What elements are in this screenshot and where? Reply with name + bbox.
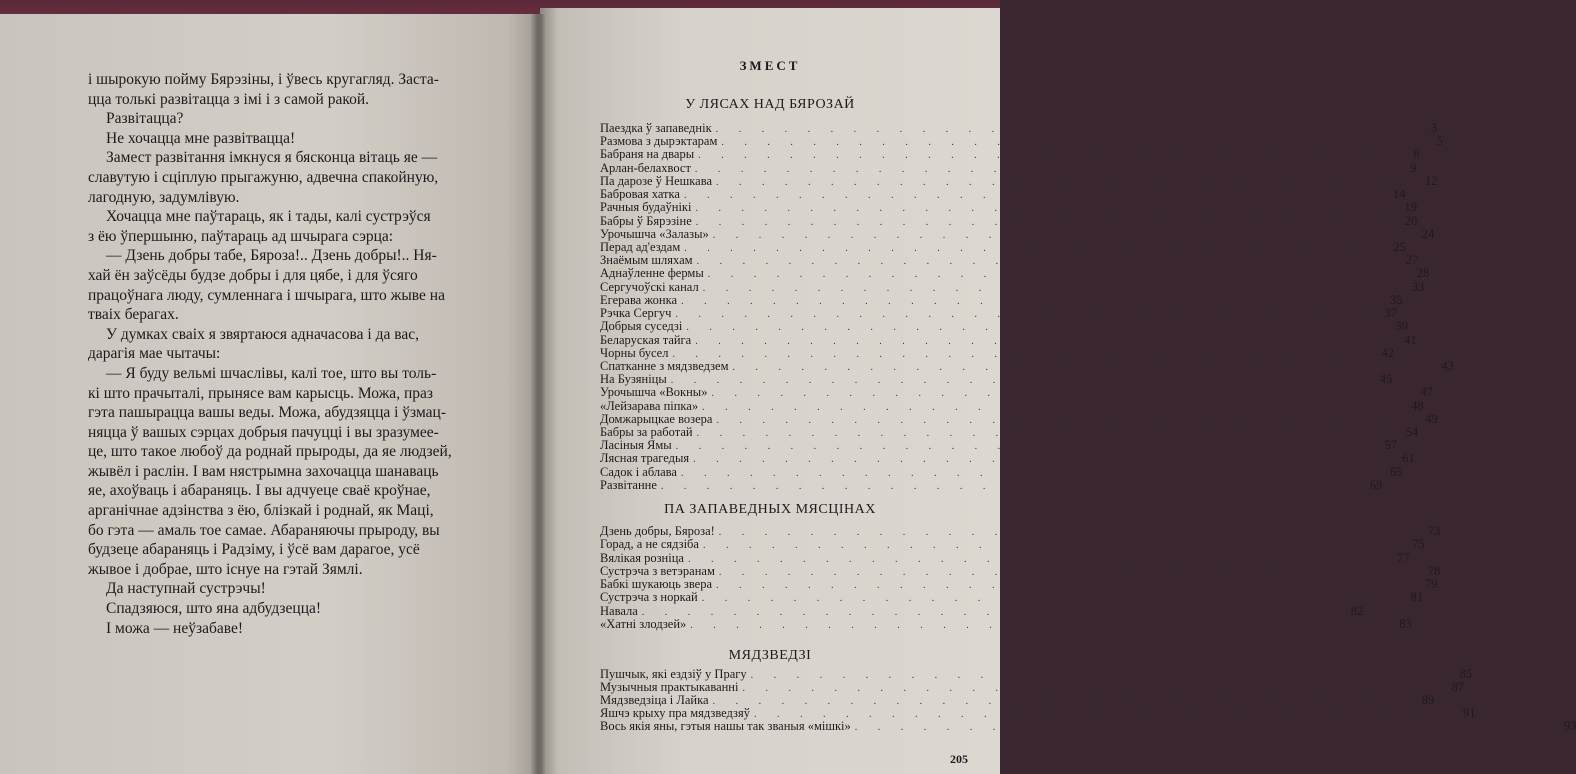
body-line: арганічнае адзінства з ёю, блізкай і роднай, як Маці,	[88, 502, 434, 520]
toc-entry-title: Дзень добры, Бяроза!	[600, 524, 715, 538]
dot-leader: . . . . . . . . . . . . . . . . . . . . . . . . . . . . . . .	[641, 606, 1344, 618]
dot-leader: . . . . . . . . . . . . . . . . . . . . . . . . . . . . . . .	[670, 375, 1373, 387]
toc-entry-page: 47	[1420, 385, 1433, 400]
dot-leader: . . . . . . . . . . . . . . . . . . . . . . . . . . . . . . .	[712, 229, 1415, 241]
toc-entry-title: Мядзведзіца і Лайка	[600, 693, 709, 708]
body-line: лагодную, задумлівую.	[88, 188, 240, 206]
toc-entry	[600, 226, 1435, 241]
toc-entry-page: 45	[1379, 372, 1393, 387]
toc-entry-page: 43	[1441, 358, 1454, 373]
toc-entry-title: Лясная трагедыя	[600, 451, 690, 466]
toc-entry-page: 25	[1393, 239, 1406, 254]
toc-section-title: МЯДЗВЕДЗІ	[728, 648, 812, 663]
toc-entry-page: 9	[1410, 160, 1417, 175]
toc-entry-page: 91	[1463, 706, 1476, 721]
dot-leader: . . . . . . . . . . . . . . . . . . . . . . . . . . . . . . .	[716, 580, 1418, 592]
toc-entry-title: Вялікая розніца	[600, 550, 684, 565]
toc-entry-page: 28	[1416, 266, 1430, 281]
dot-leader: . . . . . . . . . . . . . . . . . . . . . . . . . . . . . . .	[660, 480, 1363, 492]
dot-leader: . . . . . . . . . . . . . . . . . . . . . . . . . . . . . . .	[732, 361, 1434, 373]
toc-entry	[600, 332, 1417, 347]
toc-entry-page: 54	[1405, 425, 1419, 440]
toc-entry	[600, 563, 1441, 578]
body-line: — Дзень добры табе, Бяроза!.. Дзень добры!.. Ня-	[106, 247, 437, 265]
toc-entry-title: Урочышча «Залазы»	[600, 226, 709, 241]
toc-entry-title: «Хатні злодзей»	[600, 617, 687, 632]
toc-entry-page: 20	[1404, 213, 1418, 228]
toc-entry-page: 5	[1436, 134, 1443, 149]
dot-leader: . . . . . . . . . . . . . . . . . . . . . . . . . . . . . . .	[707, 269, 1410, 281]
toc-entry-title: Размова з дырэктарам	[600, 134, 718, 149]
toc-entry	[600, 385, 1433, 400]
toc-entry-title: Сустрэча з норкай	[600, 590, 698, 605]
toc-entry	[600, 719, 1576, 734]
toc-entry-title: Знаёмым шляхам	[600, 253, 693, 268]
toc-entry-title: Бабраня на двары	[600, 147, 695, 162]
toc-entry	[600, 266, 1430, 281]
toc-entry-title: Арлан-белахвост	[600, 160, 691, 175]
toc-entry-page: 49	[1425, 411, 1438, 426]
toc-entry	[600, 319, 1408, 334]
toc-section-list	[600, 524, 1441, 632]
dot-leader: . . . . . . . . . . . . . . . . . . . . . . . . . . . . . . .	[716, 176, 1418, 188]
toc-entry-title: Бабкі шукаюць звера	[600, 577, 713, 592]
dot-leader: . . . . . . . . . . . . . . . . . . . . . . . . . . . . . . .	[702, 401, 1404, 413]
toc-entry-title: Пушчык, які ездзіў у Прагу	[600, 667, 747, 681]
toc-entry-page: 87	[1451, 680, 1464, 695]
toc-entry-title: Рачныя будаўнікі	[600, 200, 692, 215]
toc-entry	[600, 524, 1441, 538]
toc-entry-title: Паездка ў запаведнік	[600, 121, 712, 135]
toc-entry-page: 73	[1427, 524, 1441, 538]
toc-entry-page: 33	[1411, 279, 1425, 294]
dot-leader: . . . . . . . . . . . . . . . . . . . . . . . . . . . . . . .	[681, 295, 1383, 307]
dot-leader: . . . . . . . . . . . . . . . . . . . . . . . . . . . . . . .	[687, 553, 1390, 565]
toc-entry	[600, 345, 1394, 360]
body-line: хай ён заўсёды будзе добры і для цябе, і для ўсяго	[88, 266, 418, 284]
toc-entry-page: 37	[1384, 306, 1397, 321]
body-line: Да наступнай сустрэчы!	[106, 580, 266, 598]
dot-leader: . . . . . . . . . . . . . . . . . . . . . . . . . . . . . . .	[715, 124, 1418, 135]
dot-leader: . . . . . . . . . . . . . . . . . . . . . . . . . . . . . . .	[698, 150, 1400, 162]
dot-leader: . . . . . . . . . . . . . . . . . . . . . . . . . . . . . . .	[695, 335, 1397, 347]
toc-entry-page: 65	[1389, 464, 1403, 479]
body-line: будзеце абараняць і Радзіму, і ўсё вам дарагое, усё	[88, 541, 420, 559]
body-line: яе, ахоўваць і абараняць. І вы адчуеце сваё кроўнае,	[88, 482, 431, 500]
dot-leader: . . . . . . . . . . . . . . . . . . . . . . . . . . . . . . .	[696, 256, 1399, 268]
toc-entry-page: 61	[1402, 451, 1415, 466]
dot-leader: . . . . . . . . . . . . . . . . . . . . . . . . . . . . . . .	[701, 593, 1404, 605]
dot-leader: . . . . . . . . . . . . . . . . . . . . . . . . . . . . . . .	[695, 216, 1398, 228]
toc-entry-title: Домжарыцкае возера	[600, 411, 713, 426]
toc-entry-page: 27	[1405, 253, 1419, 268]
page-number: 205	[950, 752, 968, 766]
toc-entry-page: 79	[1425, 577, 1438, 592]
dot-leader: . . . . . . . . . . . . . . . . . . . . . . . . . . . . . . .	[750, 670, 1453, 681]
toc-entry-page: 93	[1563, 719, 1576, 734]
toc-entry-title: Аднаўленне фермы	[600, 266, 704, 281]
toc-entry-title: Ласіныя Ямы	[600, 438, 672, 453]
toc-entry-title: На Бузяніцы	[600, 372, 667, 387]
toc-entry	[600, 550, 1410, 565]
toc-entry	[600, 537, 1425, 552]
toc-entry-title: Сустрэча з ветэранам	[600, 563, 715, 578]
toc-entry-page: 3	[1430, 121, 1438, 135]
toc-entry-title: Па дарозе ў Нешкава	[600, 173, 713, 188]
dot-leader: . . . . . . . . . . . . . . . . . . . . . . . . . . . . . . .	[718, 566, 1421, 578]
toc-entry-title: Перад ад'ездам	[600, 239, 681, 254]
toc-entry-page: 35	[1390, 292, 1403, 307]
toc-entry-page: 77	[1396, 550, 1410, 565]
body-line: і шырокую пойму Бярэзіны, і ўвесь кругагляд. Заста-	[88, 71, 439, 88]
toc-entry-title: Бабровая хатка	[600, 187, 680, 202]
toc-entry-title: Спатканне з мядзведзем	[600, 358, 729, 373]
dot-leader: . . . . . . . . . . . . . . . . . . . . . . . . . . . . . . .	[721, 137, 1423, 149]
body-line: жывёл і раслін. І вам нястрымна захочацца шанаваць	[88, 462, 439, 480]
toc-entry-title: Чорны бусел	[600, 345, 669, 360]
toc-title: ЗМЕСТ	[739, 58, 801, 73]
dot-leader: . . . . . . . . . . . . . . . . . . . . . . . . . . . . . . .	[702, 540, 1405, 552]
body-line: Замест развітання імкнуся я бясконца вітаць яе —	[106, 149, 438, 167]
dot-leader: . . . . . . . . . . . . . . . . . . . . . . . . . . . . . . .	[854, 722, 1557, 734]
toc-entry-page: 42	[1381, 345, 1394, 360]
dot-leader: . . . . . . . . . . . . . . . . . . . . . . . . . . . . . . .	[716, 414, 1418, 426]
body-line: славутую і сціплую прыгажуню, адвечна спакойную,	[88, 168, 439, 186]
body-line: — Я буду вельмі шчаслівы, калі тое, што вы толь-	[106, 364, 437, 382]
body-line: кі што прачыталі, прынясе вам карысць. Можа, праз	[88, 384, 433, 402]
toc-entry-page: 24	[1421, 226, 1435, 241]
dot-leader: . . . . . . . . . . . . . . . . . . . . . . . . . . . . . . .	[690, 620, 1392, 632]
toc-section-list	[600, 667, 1576, 734]
toc-section-title: ПА ЗАПАВЕДНЫХ МЯСЦІНАХ	[664, 502, 876, 517]
toc-entry	[600, 617, 1412, 632]
dot-leader: . . . . . . . . . . . . . . . . . . . . . . . . . . . . . . .	[683, 190, 1386, 202]
body-line: працоўнага люду, сумленнага і шчырага, што жыве на	[88, 286, 445, 304]
body-line: гэта пашырацца вашы веды. Можа, абудзяцца і ўзмац-	[88, 404, 446, 422]
toc-entry	[600, 477, 1383, 492]
body-line: бо гэта — амаль тое самае. Абараняючы прыроду, вы	[88, 521, 440, 539]
dot-leader: . . . . . . . . . . . . . . . . . . . . . . . . . . . . . . .	[680, 467, 1383, 479]
dot-leader: . . . . . . . . . . . . . . . . . . . . . . . . . . . . . . .	[675, 309, 1377, 321]
toc-entry	[600, 398, 1424, 413]
dot-leader: . . . . . . . . . . . . . . . . . . . . . . . . . . . . . . .	[675, 441, 1378, 453]
toc-entry-title: Навала	[600, 603, 638, 618]
dot-leader: . . . . . . . . . . . . . . . . . . . . . . . . . . . . . . .	[754, 709, 1456, 721]
toc-entry-title: Вось якія яны, гэтыя нашы так званыя «мішкі»	[600, 719, 851, 734]
dot-leader: . . . . . . . . . . . . . . . . . . . . . . . . . . . . . . .	[694, 163, 1397, 175]
body-line: дарагія мае чытачы:	[88, 345, 221, 363]
toc-entry-title: Сергучоўскі канал	[600, 279, 699, 294]
dot-leader: . . . . . . . . . . . . . . . . . . . . . . . . . . . . . . .	[718, 527, 1421, 538]
dot-leader: . . . . . . . . . . . . . . . . . . . . . . . . . . . . . . .	[742, 683, 1444, 695]
body-line: жывое і добрае, што існуе на гэтай Зямлі.	[88, 560, 363, 578]
body-line: Спадзяюся, што яна адбудзецца!	[106, 600, 322, 618]
body-text	[88, 70, 508, 638]
toc-entry-title: Бабры ў Бярэзіне	[600, 213, 692, 228]
toc-entry	[600, 577, 1438, 592]
body-line: У думках сваіх я звяртаюся адначасова і да вас,	[106, 325, 419, 343]
dot-leader: . . . . . . . . . . . . . . . . . . . . . . . . . . . . . . .	[712, 696, 1415, 708]
toc-entry-page: 12	[1425, 173, 1438, 188]
toc-entry-page: 83	[1399, 617, 1412, 632]
toc-entry-title: Яшчэ крыху пра мядзведзяў	[600, 706, 750, 721]
dot-leader: . . . . . . . . . . . . . . . . . . . . . . . . . . . . . . .	[711, 388, 1413, 400]
toc-entry	[600, 213, 1418, 228]
toc-entry	[600, 279, 1425, 294]
toc-section-title: У ЛЯСАХ НАД БЯРОЗАЙ	[685, 97, 855, 112]
toc-entry-title: Развітанне	[600, 477, 657, 492]
toc-entry-page: 69	[1369, 477, 1383, 492]
toc-entry-page: 85	[1459, 667, 1473, 681]
dot-leader: . . . . . . . . . . . . . . . . . . . . . . . . . . . . . . .	[684, 242, 1386, 254]
toc-entry-title: Беларуская тайга	[600, 332, 692, 347]
body-line: це, што такое любоў да роднай прыроды, да яе людзей,	[88, 443, 452, 461]
toc-entry-page: 89	[1421, 693, 1435, 708]
dot-leader: . . . . . . . . . . . . . . . . . . . . . . . . . . . . . . .	[672, 348, 1374, 360]
toc-entry	[600, 464, 1403, 479]
toc-entry-page: 8	[1413, 147, 1420, 162]
dot-leader: . . . . . . . . . . . . . . . . . . . . . . . . . . . . . . .	[702, 282, 1405, 294]
body-line: Развітацца?	[106, 110, 184, 128]
toc-entry-page: 41	[1404, 332, 1417, 347]
toc-entry-title: Егерава жонка	[600, 292, 678, 307]
toc-entry	[600, 603, 1364, 618]
toc-entry-page: 57	[1384, 438, 1398, 453]
toc-entry-page: 81	[1410, 590, 1424, 605]
toc-entry-page: 75	[1411, 537, 1425, 552]
toc-entry-page: 82	[1350, 603, 1364, 618]
toc-entry-title: Горад, а не сядзіба	[600, 537, 699, 552]
body-line: тваіх берагах.	[88, 306, 179, 324]
toc-entry-title: Музычныя практыкаванні	[600, 680, 739, 695]
toc-entry	[600, 451, 1415, 466]
dot-leader: . . . . . . . . . . . . . . . . . . . . . . . . . . . . . . .	[686, 322, 1388, 334]
body-line: Хочацца мне паўтараць, як і тады, калі сустрэўся	[106, 208, 431, 226]
dot-leader: . . . . . . . . . . . . . . . . . . . . . . . . . . . . . . .	[695, 203, 1397, 215]
toc-entry-title: Садок і аблава	[600, 464, 677, 479]
toc-entry	[600, 200, 1417, 215]
toc-entry	[600, 147, 1420, 162]
toc-entry-title: Бабры за работай	[600, 425, 693, 440]
toc-entry-page: 14	[1392, 187, 1406, 202]
toc-entry-title: Рэчка Сергуч	[600, 306, 672, 321]
body-line: цца толькі развітацца з імі і з самой ракой.	[88, 90, 369, 108]
body-line: І можа — неўзабаве!	[106, 619, 244, 637]
toc-section-list	[600, 121, 1454, 492]
toc-entry	[600, 160, 1417, 175]
body-line: няцца ў вашых сэрцах добрыя пачуцці і вы зразумее-	[88, 423, 439, 441]
toc-entry	[600, 590, 1424, 605]
body-line: Не хочацца мне развітвацца!	[106, 129, 296, 147]
toc-entry-page: 19	[1404, 200, 1417, 215]
dot-leader: . . . . . . . . . . . . . . . . . . . . . . . . . . . . . . .	[696, 428, 1399, 440]
body-line: з ёю ўпершыню, паўтараць ад шчырага сэрца:	[88, 227, 394, 245]
dot-leader: . . . . . . . . . . . . . . . . . . . . . . . . . . . . . . .	[693, 454, 1395, 466]
toc-entry-page: 78	[1427, 563, 1441, 578]
toc-entry-page: 39	[1395, 319, 1408, 334]
toc-entry-page: 48	[1411, 398, 1424, 413]
toc-entry-title: Добрыя суседзі	[600, 319, 683, 334]
toc-entry-title: Урочышча «Вокны»	[600, 385, 708, 400]
toc-entry-title: «Лейзарава піпка»	[600, 398, 699, 413]
